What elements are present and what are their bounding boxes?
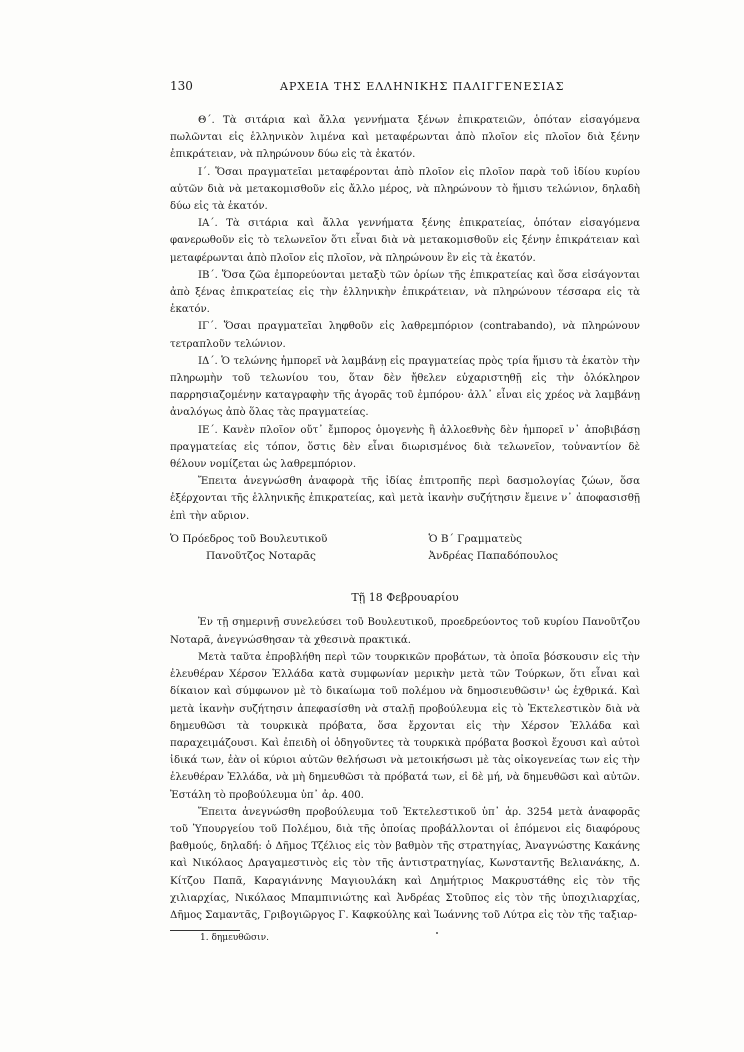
paragraph: ΙΔ΄. Ὁ τελώνης ἠμπορεῖ νὰ λαμβάνῃ εἰς πραγματείας πρὸς τρία ἥμισυ τὰ ἑκατὸν τὴν πληρωμὴν τοῦ τελωνίου του, ὅταν δὲν ἤθελεν εὐχαριστηθῇ εἰς τὴν ὁλόκληρον παρρησιαζομένην καταγραφὴν τῆς ἀγορᾶς τοῦ ἐμπόρου· ἀλλ᾽ εἶναι εἰς χρέος νὰ λαμβάνῃ ἀναλόγως ἀπὸ ὅλας τὰς πραγματείας.	[170, 355, 640, 419]
paragraph: Ἔπειτα ἀνεγνώσθη προβούλευμα τοῦ Ἐκτελεστικοῦ ὑπ᾽ ἀρ. 3254 μετὰ ἀναφορᾶς τοῦ Ὑπουργείου τοῦ Πολέμου, διὰ τῆς ὁποίας προβάλλονται οἱ ἑπόμενοι εἰς διαφόρους βαθμούς, δηλαδή: ὁ Δῆμος Τζέλιος εἰς τὸν βαθμὸν τῆς στρατηγίας, Ἀναγνώστης Κακάνης καὶ Νικόλαος Δραγαμεστινὸς εἰς τὸν τῆς ἀντιστρατηγίας, Κωνσταντῆς Βελιανάκης, Δ. Κίτζου Παπᾶ, Καραγιάννης Μαγιουλάκη καὶ Δημήτριος Μακρυστάθης εἰς τὸν τῆς χιλιαρχίας, Νικόλαος Μπαμπινιώτης καὶ Ἀνδρέας Στοῦπος εἰς τὸν τῆς ὑποχιλιαρχίας, Δῆμος Σαμαντᾶς, Γριβογιῶργος Γ. Καφκούλης καὶ Ἰωάννης τοῦ Λύτρα εἰς τὸν τῆς ταξιαρ-	[170, 806, 640, 921]
paragraph: ΙΓ΄. Ὅσαι πραγματεῖαι ληφθοῦν εἰς λαθρεμπόριον (contrabando), νὰ πληρώνουν τετραπλοῦν τελώνιον.	[170, 321, 640, 350]
paragraph: Μετὰ ταῦτα ἐπροβλήθη περὶ τῶν τουρκικῶν προβάτων, τὰ ὁποῖα βόσκουσιν εἰς τὴν ἐλευθέραν Χέρσον Ἑλλάδα κατὰ συμφωνίαν μερικὴν μετὰ τῶν Τούρκων, ὅτι εἶναι καὶ δίκαιον καὶ σύμφωνον μὲ τὸ δικαίωμα τοῦ πολέμου νὰ δημοσιευθῶσιν¹ ὡς ἐχθρικά. Καὶ μετὰ ἱκανὴν συζήτησιν ἀπεφασίσθη νὰ σταλῇ προβούλευμα εἰς τὸ Ἐκτελεστικὸν διὰ νὰ δημευθῶσι τὰ τουρκικὰ πρόβατα, ὅσα ἔρχονται εἰς τὴν Χέρσον Ἑλλάδα καὶ παραχειμάζουσι. Καὶ ἐπειδὴ οἱ ὁδηγοῦντες τὰ τουρκικὰ πρόβατα βοσκοὶ ἔχουσι καὶ αὐτοὶ ἰδικά των, ἐὰν οἱ κύριοι αὐτῶν θελήσωσι νὰ μετοικήσωσι μὲ τὰς οἰκογενείας των εἰς τὴν ἐλευθέραν Ἑλλάδα, νὰ μὴ δημευθῶσι τὰ πρόβατά των, εἰ δὲ μή, νὰ δημευθῶσι καὶ αὐτῶν. Ἐστάλη τὸ προβούλευμα ὑπ᾽ ἀρ. 400.	[170, 651, 640, 801]
date-heading: Τῇ 18 Φεβρουαρίου	[351, 591, 459, 605]
page-header	[170, 78, 640, 100]
footnote: 1. δημευθῶσιν.	[200, 933, 270, 944]
scan-speck	[436, 932, 438, 934]
paragraph: Θ΄. Τὰ σιτάρια καὶ ἄλλα γεννήματα ξένων ἐπικρατειῶν, ὁπόταν εἰσαγόμενα πωλῶνται εἰς ἑλληνικὸν λιμένα καὶ μεταφέρωνται ἀπὸ πλοῖον εἰς πλοῖον διὰ ξένην ἐπικράτειαν, νὰ πληρώνουν δύω εἰς τὰ ἑκατόν.	[170, 115, 640, 161]
signature-block	[170, 531, 640, 565]
paragraph: Ἔπειτα ἀνεγνώσθη ἀναφορὰ τῆς ἰδίας ἐπιτροπῆς περὶ δασμολογίας ζώων, ὅσα ἐξέρχονται τῆς ἑλληνικῆς ἐπικρατείας, καὶ μετὰ ἱκανὴν συζήτησιν ἔμεινε ν᾽ ἀποφασισθῇ ἐπὶ τὴν αὔριον.	[170, 476, 640, 522]
paragraph: Ἐν τῇ σημερινῇ συνελεύσει τοῦ Βουλευτικοῦ, προεδρεύοντος τοῦ κυρίου Πανοῦτζου Νοταρᾶ, ἀνεγνώσθησαν τὰ χθεσινὰ πρακτικά.	[170, 617, 640, 646]
page-number: 130	[170, 79, 193, 93]
signature-left-name: Πανοῦτζος Νοταρᾶς	[206, 550, 316, 563]
paragraph: Ι΄. Ὅσαι πραγματεῖαι μεταφέρονται ἀπὸ πλοῖον εἰς πλοῖον παρὰ τοῦ ἰδίου κυρίου αὐτῶν διὰ νὰ μετακομισθοῦν εἰς ἄλλο μέρος, νὰ πληρώνουν τὸ ἥμισυ τελώνιον, δηλαδὴ δύω εἰς τὰ ἑκατόν.	[170, 166, 640, 213]
signature-right-title: Ὁ Β΄ Γραμματεὺς	[428, 532, 522, 545]
signature-left-title: Ὁ Πρόεδρος τοῦ Βουλευτικοῦ	[170, 532, 328, 545]
signature-right-name: Ἀνδρέας Παπαδόπουλος	[428, 550, 559, 563]
signature-right	[429, 531, 641, 565]
running-title: ΑΡΧΕΙΑ ΤΗΣ ΕΛΛΗΝΙΚΗΣ ΠΑΛΙΓΓΕΝΕΣΙΑΣ	[280, 80, 565, 93]
paragraph: ΙΒ΄. Ὅσα ζῶα ἐμπορεύονται μεταξὺ τῶν ὁρίων τῆς ἐπικρατείας καὶ ὅσα εἰσάγονται ἀπὸ ξένας ἐπικρατείας εἰς τὴν ἑλληνικὴν ἐπικράτειαν, νὰ πληρώνουν τέσσαρα εἰς τὰ ἑκατόν.	[170, 269, 640, 316]
document-page	[170, 78, 640, 945]
paragraph: ΙΕ΄. Κανὲν πλοῖον οὔτ᾽ ἔμπορος ὁμογενὴς ἢ ἀλλοεθνὴς δὲν ἠμπορεῖ ν᾽ ἀποβιβάσῃ πραγματείας εἰς τόπον, ὅστις δὲν εἶναι διωρισμένος διὰ τελωνεῖον, τοὐναντίον δὲ θέλουν νομίζεται ὡς λαθρεμπόριον.	[170, 424, 640, 471]
signature-left	[170, 531, 382, 565]
paragraph: ΙΑ΄. Τὰ σιτάρια καὶ ἄλλα γεννήματα ξένης ἐπικρατείας, ὁπόταν εἰσαγόμενα φανερωθοῦν εἰς τὸ τελωνεῖον ὅτι εἶναι διὰ νὰ μετακομισθοῦν εἰς ξένην ἐπικράτειαν καὶ μεταφέρωνται ἀπὸ πλοῖον εἰς πλοῖον, νὰ πληρώνουν ἓν εἰς τὰ ἑκατόν.	[170, 218, 640, 264]
